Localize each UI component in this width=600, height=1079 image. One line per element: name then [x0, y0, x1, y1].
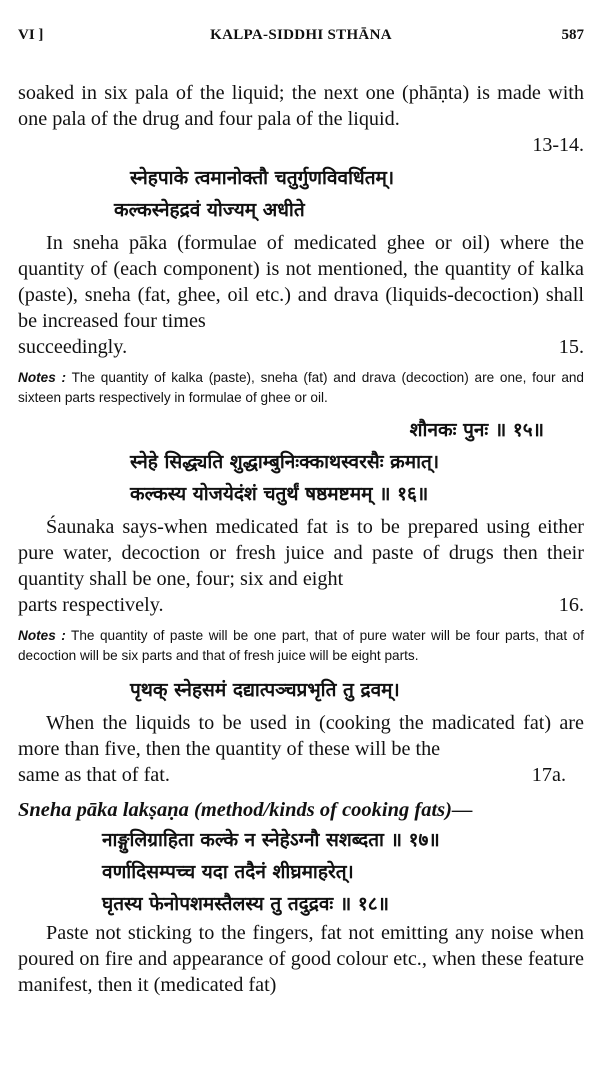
- page-number: 587: [561, 27, 584, 43]
- note-1: [18, 368, 584, 408]
- paragraph-15-tail: succeedingly.: [18, 336, 128, 358]
- note-1-text: The quantity of kalka (paste), sneha (fat) and drava (decoction) are one, four and sixteen parts respectively in formulae of ghee or oil.: [18, 370, 584, 405]
- paragraph-15: In sneha pāka (formulae of medicated ghee or oil) where the quantity of (each component) is not mentioned, the quantity of kalka (paste), sneha (fat, ghee, oil etc.) and drava (liquids-decoction) shall be increased four times: [18, 232, 584, 332]
- running-title: KALPA-SIDDHI STHĀNA: [210, 27, 392, 43]
- note-2-text: The quantity of paste will be one part, that of pure water will be four parts, that of decoction will be six parts and that of fresh juice will be eight parts.: [18, 628, 584, 663]
- section-heading-sneha-paka: Sneha pāka lakṣaṇa (method/kinds of cooking fats)—: [18, 799, 473, 821]
- paragraph-13-14: soaked in six pala of the liquid; the next one (phāṇta) is made with one pala of the drug and four pala of the liquid.: [18, 82, 584, 130]
- verse-ref-15: 15.: [558, 336, 584, 358]
- sanskrit-verse-18-line1: वर्णादिसम्पच्च यदा तदैनं शीघ्रमाहरेत्।: [102, 861, 354, 883]
- sanskrit-verse-16-line1: स्नेहे सिद्ध्यति शुद्धाम्बुनिःक्काथस्वरसैः क्रमात्।: [130, 451, 440, 473]
- paragraph-18: Paste not sticking to the fingers, fat not emitting any noise when poured on fire and appearance of good colour etc., when these feature manifest, then it (medicated fat): [18, 922, 584, 996]
- sanskrit-verse-17a: पृथक् स्नेहसमं दद्यात्पञ्चप्रभृति तु द्रवम्।: [130, 679, 400, 701]
- sanskrit-verse-18-line2: घृतस्य फेनोपशमस्तैलस्य तु तदुद्रवः ॥ १८॥: [102, 893, 390, 915]
- sanskrit-verse-17-line: नाङ्गुलिग्राहिता कल्के न स्नेहेऽग्नौ सशब्दता ॥ १७॥: [102, 829, 440, 851]
- chapter-marker: VI ]: [18, 27, 44, 43]
- paragraph-16-tail: parts respectively.: [18, 594, 164, 616]
- paragraph-16-last-line: [18, 592, 584, 618]
- sanskrit-verse-15-line1: स्नेहपाके त्वमानोक्तौ चतुर्गुणविवर्धितम्।: [130, 167, 395, 189]
- sanskrit-verse-15-line2: कल्कस्नेहद्रवं योज्यम् अधीते: [114, 199, 305, 221]
- paragraph-17a: When the liquids to be used in (cooking the madicated fat) are more than five, then the quantity of these will be the: [18, 712, 584, 760]
- note-1-label: Notes :: [18, 370, 67, 385]
- note-2-label: Notes :: [18, 628, 66, 643]
- page-body: [18, 80, 584, 998]
- note-2: [18, 626, 584, 666]
- verse-ref-13-14: 13-14.: [532, 134, 584, 156]
- verse-ref-17a: 17a.: [531, 764, 566, 786]
- paragraph-17a-last-line: [18, 762, 584, 788]
- paragraph-16: Śaunaka says-when medicated fat is to be prepared using either pure water, decoction or fresh juice and paste of drugs then their quantity shall be one, four; six and eight: [18, 516, 584, 590]
- paragraph-17a-tail: same as that of fat.: [18, 764, 170, 786]
- sanskrit-saunaka-line: शौनकः पुनः ॥ १५॥: [409, 419, 544, 441]
- running-header: [18, 0, 584, 43]
- verse-ref-16: 16.: [558, 594, 584, 616]
- paragraph-15-last-line: [18, 334, 584, 360]
- sanskrit-verse-16-line2: कल्कस्य योजयेदंशं चतुर्थं षष्ठमष्टमम् ॥ १६॥: [130, 483, 429, 505]
